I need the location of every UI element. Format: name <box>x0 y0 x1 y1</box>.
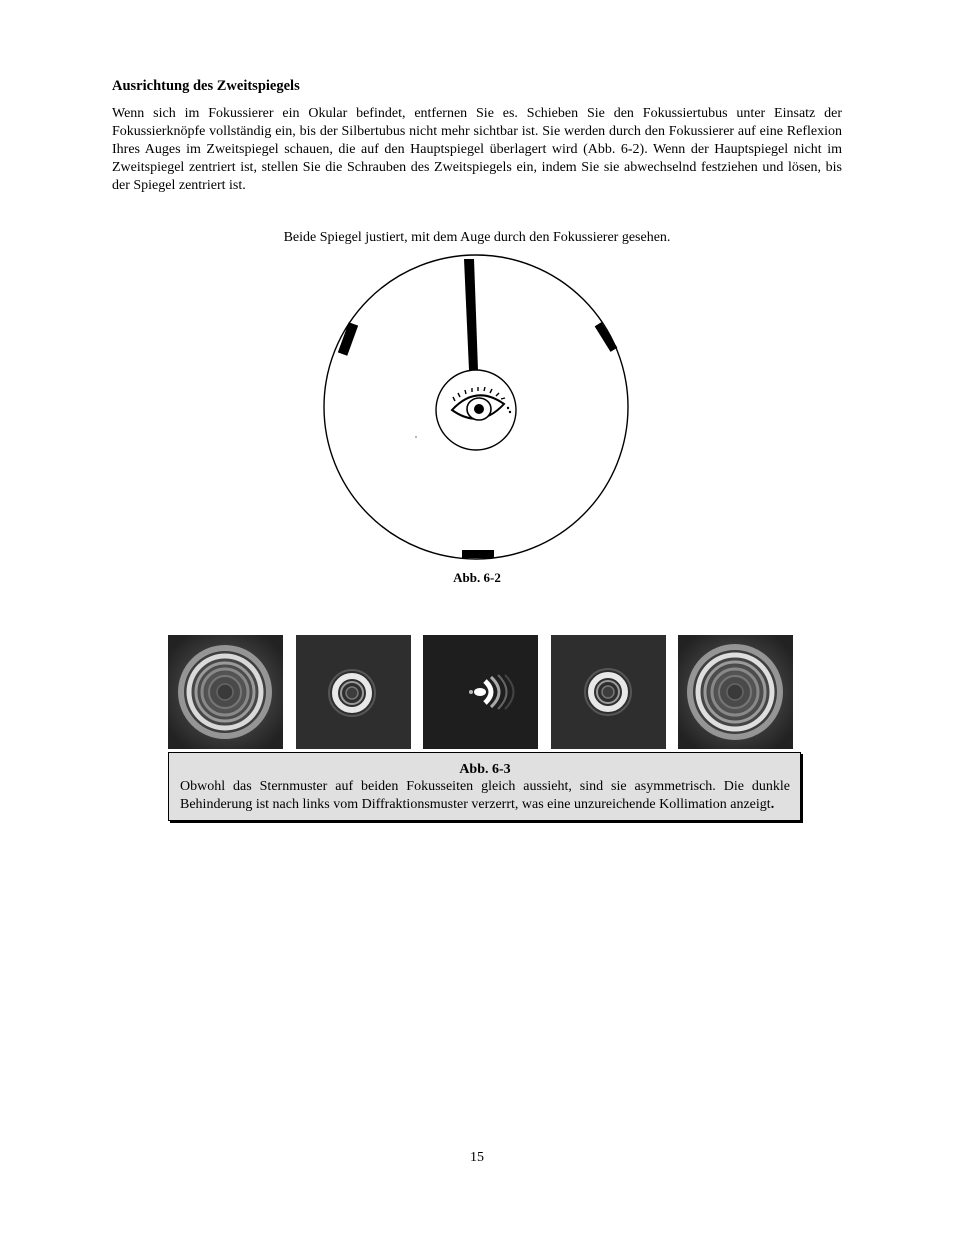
star-test-panel-4 <box>551 635 666 749</box>
figure-6-3-caption <box>180 778 790 814</box>
star-test-panel-3 <box>423 635 538 749</box>
section-heading: Ausrichtung des Zweitspiegels <box>112 78 300 94</box>
section-paragraph: Wenn sich im Fokussierer ein Okular befindet, entfernen Sie es. Schieben Sie den Fokussiertubus unter Einsatz der Fokussierknöpfe vollständig ein, bis der Silbertubus nicht mehr sichtbar ist. Sie werden durch den Fokussierer auf eine Reflexion Ihres Auges im Zweitspiegel schauen, die auf den Hauptspiegel überlagert wird (Abb. 6-2). Wenn der Hauptspiegel nicht im Zweitspiegel zentriert ist, stellen Sie die Schrauben des Zweitspiegels ein, indem Sie sie abwechselnd festziehen und lösen, bis der Spiegel zentriert ist. <box>112 106 842 193</box>
figure-6-3-caption-box <box>168 752 801 821</box>
figure-6-3-caption-period: . <box>770 797 775 812</box>
mirror-clip-left <box>338 322 358 355</box>
support-vane <box>464 259 478 370</box>
page-number: 15 <box>470 1150 484 1165</box>
mirror-clip-bottom <box>462 550 494 558</box>
star-test-panel-2 <box>296 635 411 749</box>
figure-6-2-label: Abb. 6-2 <box>453 570 501 585</box>
mirror-alignment-diagram <box>318 252 636 564</box>
figure-6-3-caption-text: Obwohl das Sternmuster auf beiden Fokusseiten gleich aussieht, sind sie asymmetrisch. Die dunkle Behinderung ist nach links vom Diffraktionsmuster verzerrt, was eine unzureichende Kollimation anzeigt <box>180 779 790 812</box>
figure-6-2-caption: Beide Spiegel justiert, mit dem Auge durch den Fokussierer gesehen. <box>283 230 671 245</box>
star-test-panel-1 <box>168 635 283 749</box>
mirror-clip-right <box>595 322 618 352</box>
star-test-panel-5 <box>678 635 793 749</box>
figure-6-3-label: Abb. 6-3 <box>459 762 511 777</box>
